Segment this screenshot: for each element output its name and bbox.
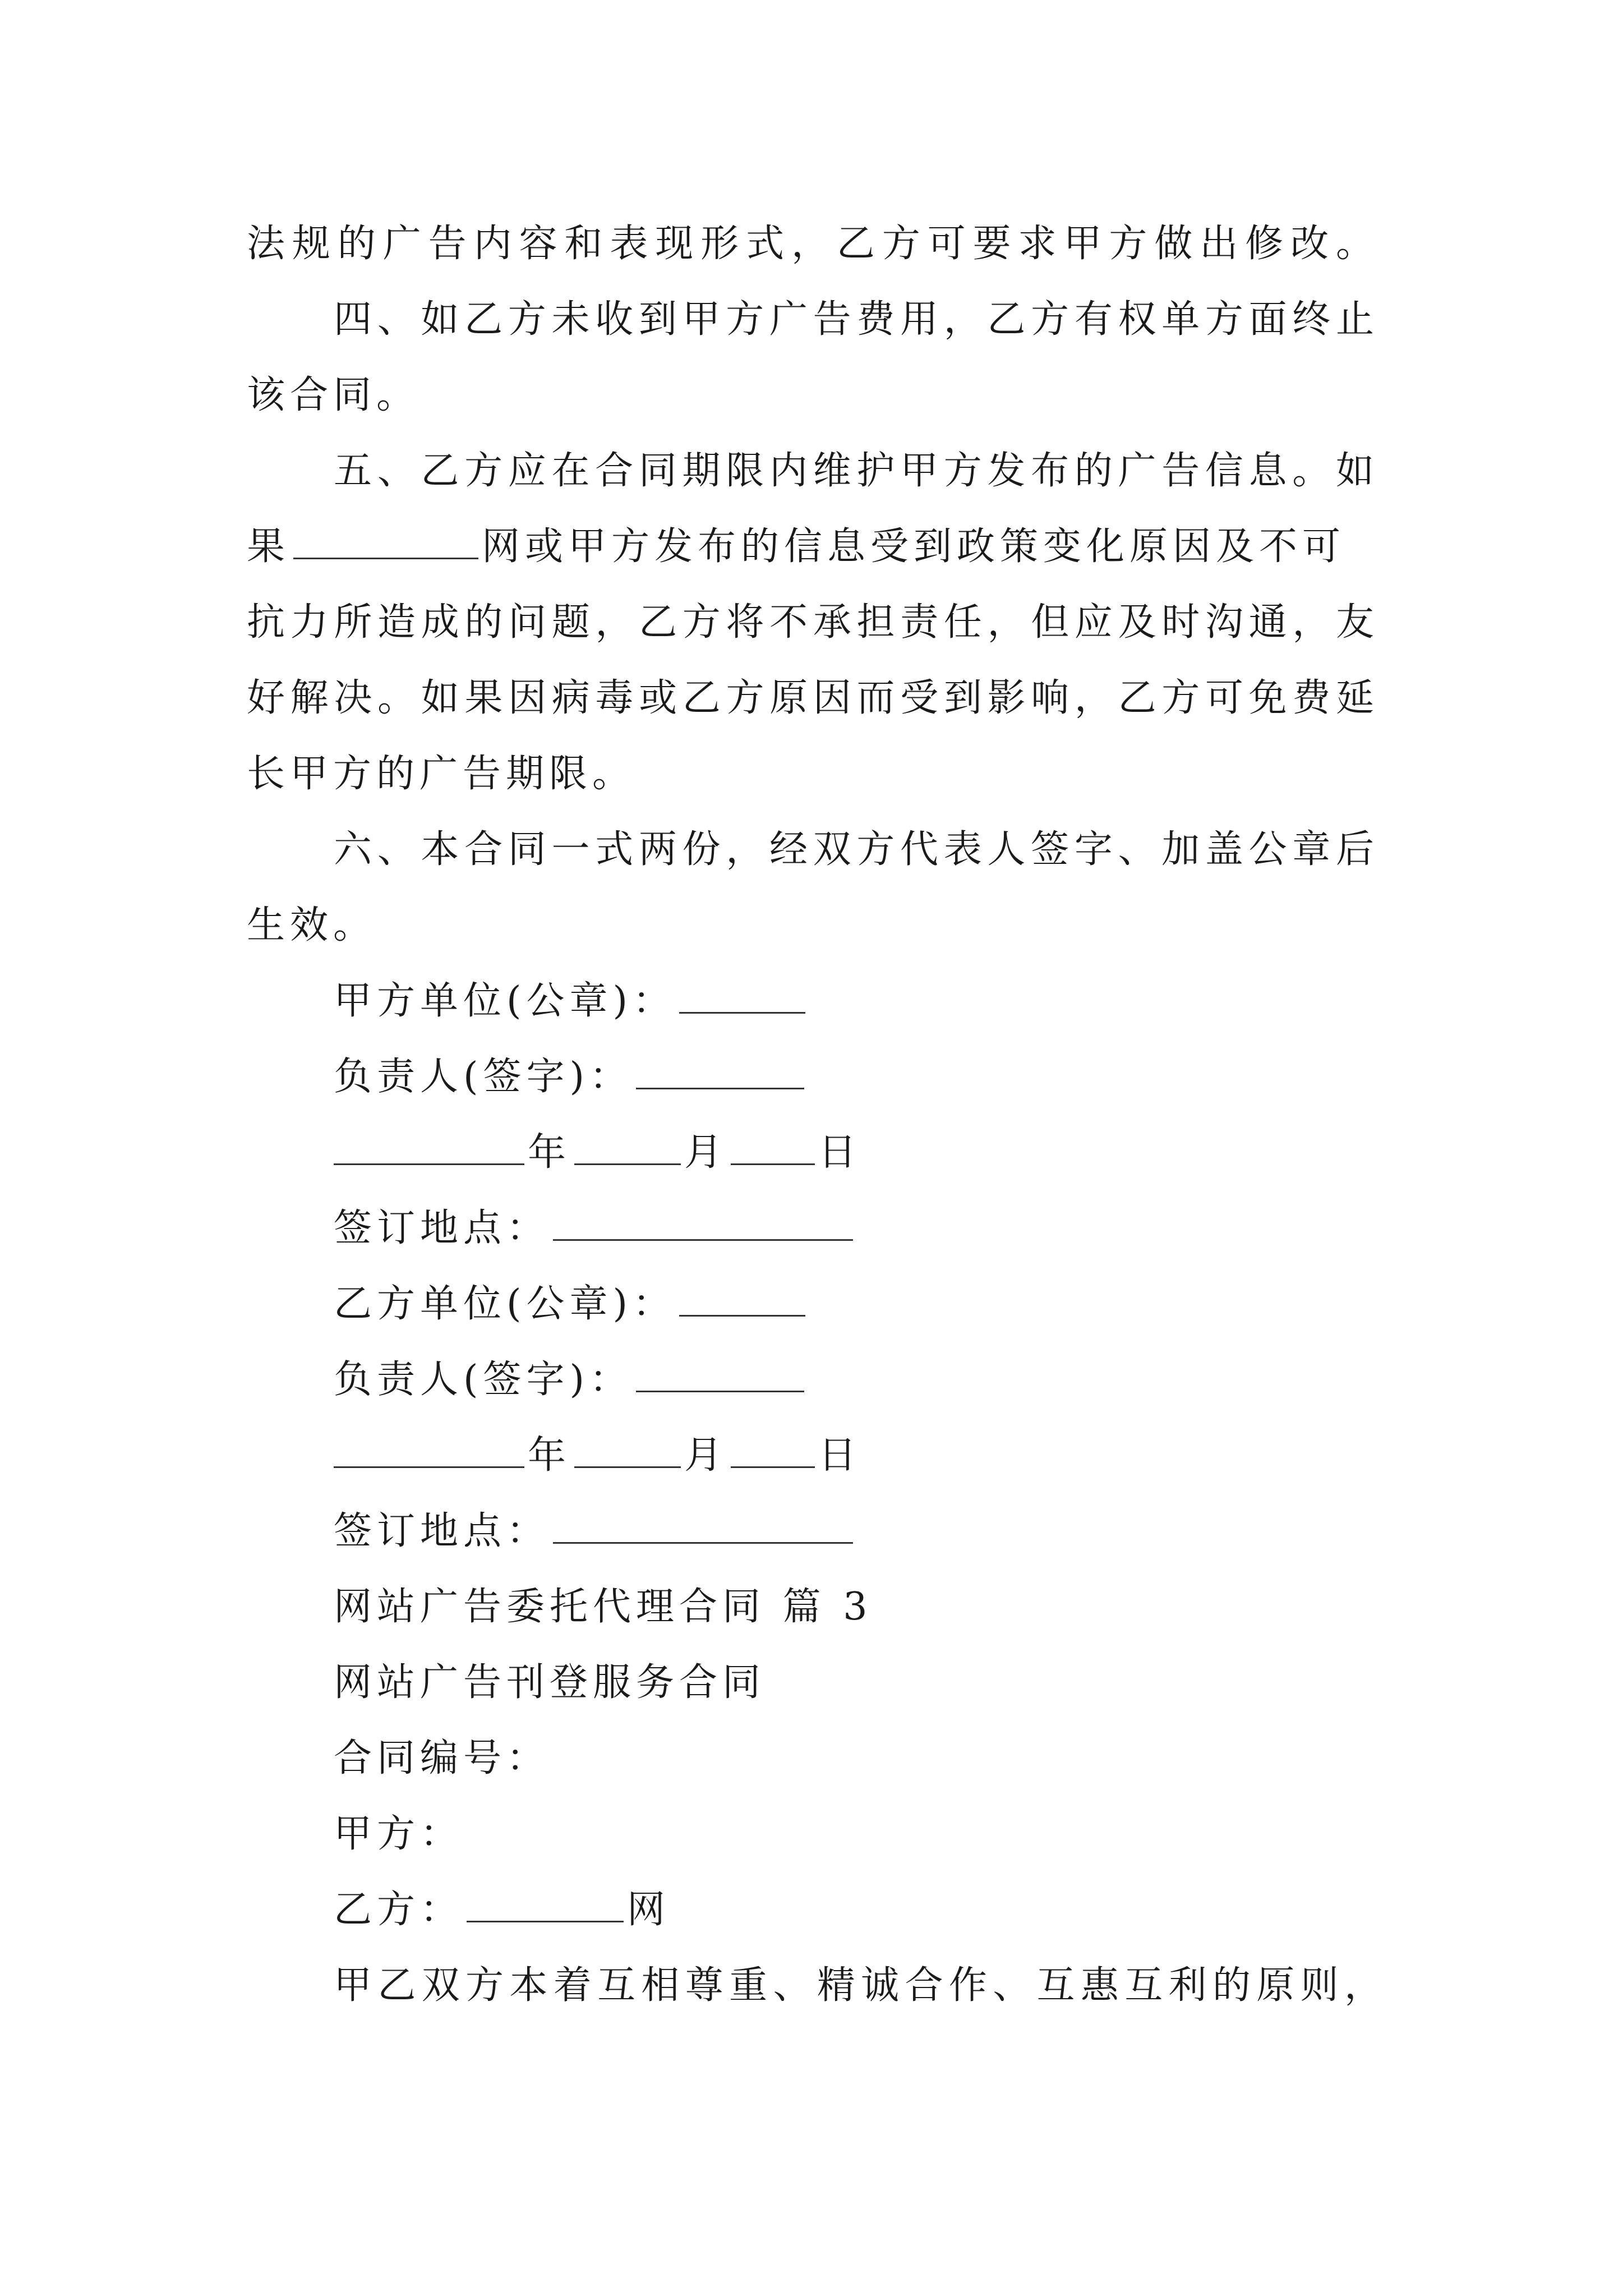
party-b-label: 乙方： [334, 1888, 464, 1932]
party-b-date [334, 1428, 861, 1484]
month-blank [574, 1126, 681, 1165]
year-label: 年 [528, 1433, 571, 1478]
party-b-line [334, 1882, 670, 1938]
contract-title: 网站广告刊登服务合同 [334, 1660, 766, 1705]
party-b-place [334, 1503, 856, 1559]
paragraph-line: 该合同。 [247, 373, 420, 417]
party-a-line: 甲方： [334, 1812, 464, 1856]
text-fragment: 网或甲方发布的信息受到政策变化原因及不可 [482, 524, 1346, 569]
clause-four: 四、如乙方未收到甲方广告费用，乙方有权单方面终止 [334, 297, 1374, 342]
clause-six: 六、本合同一式两份，经双方代表人签字、加盖公章后 [334, 827, 1374, 872]
party-b-place-blank [553, 1505, 853, 1544]
party-b-unit-label: 乙方单位(公章)： [334, 1282, 676, 1326]
year-blank [334, 1126, 524, 1165]
contract-number: 合同编号： [334, 1736, 550, 1780]
party-b-representative [334, 1352, 808, 1408]
blank-website-name [293, 521, 478, 559]
party-a-place [334, 1200, 856, 1257]
month-label: 月 [684, 1433, 728, 1478]
party-a-rep-label: 负责人(签字)： [334, 1055, 633, 1099]
year-label: 年 [528, 1130, 571, 1175]
contract-intro: 甲乙双方本着互相尊重、精诚合作、互惠互利的原则， [334, 1963, 1382, 2008]
clause-five: 五、乙方应在合同期限内维护甲方发布的广告信息。如 [334, 449, 1374, 493]
party-a-unit [334, 973, 809, 1029]
party-a-representative [334, 1049, 808, 1105]
paragraph-line: 法规的广告内容和表现形式，乙方可要求甲方做出修改。 [247, 222, 1374, 266]
paragraph-line: 好解决。如果因病毒或乙方原因而受到影响，乙方可免费延 [247, 676, 1374, 720]
party-b-place-label: 签订地点： [334, 1509, 550, 1553]
paragraph-line [247, 519, 1374, 575]
paragraph-line: 抗力所造成的问题，乙方将不承担责任，但应及时沟通，友 [247, 600, 1374, 645]
day-label: 日 [818, 1130, 862, 1175]
year-blank [334, 1429, 524, 1468]
party-b-suffix: 网 [627, 1888, 671, 1932]
paragraph-line: 长甲方的广告期限。 [247, 752, 636, 796]
party-a-unit-label: 甲方单位(公章)： [334, 979, 676, 1023]
section-heading: 网站广告委托代理合同 篇 3 [334, 1585, 873, 1629]
day-blank [731, 1429, 815, 1468]
text-fragment: 果 [247, 524, 291, 569]
party-b-unit [334, 1276, 809, 1332]
party-a-unit-blank [679, 975, 805, 1014]
party-a-rep-blank [636, 1051, 804, 1089]
party-a-date [334, 1125, 861, 1181]
party-b-rep-label: 负责人(签字)： [334, 1358, 633, 1402]
month-label: 月 [684, 1130, 728, 1175]
party-a-place-label: 签订地点： [334, 1206, 550, 1250]
paragraph-line: 生效。 [247, 903, 377, 947]
day-blank [731, 1126, 815, 1165]
day-label: 日 [818, 1433, 862, 1478]
party-b-rep-blank [636, 1354, 804, 1392]
month-blank [574, 1429, 681, 1468]
party-b-website-blank [467, 1884, 624, 1922]
party-a-place-blank [553, 1202, 853, 1241]
party-b-unit-blank [679, 1278, 805, 1317]
